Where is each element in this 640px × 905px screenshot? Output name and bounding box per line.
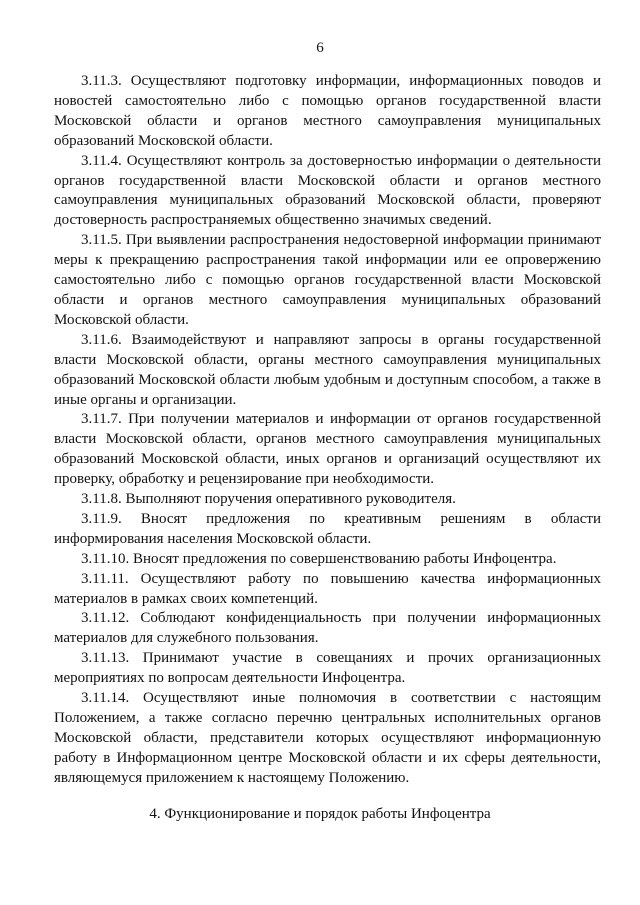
paragraph-3-11-11: 3.11.11. Осуществляют работу по повышению качества информационных материалов в рамках своих компетенций. [54, 570, 601, 607]
paragraph-3-11-9: 3.11.9. Вносят предложения по креативным решениям в области информирования населения Московской области. [54, 510, 601, 547]
section-heading: 4. Функционирование и порядок работы Инфоцентра [149, 806, 491, 822]
paragraph-3-11-3: 3.11.3. Осуществляют подготовку информации, информационных поводов и новостей самостоятельно либо с помощью органов государственной власти Московской области и органов местного самоуправления муниципальных образований Московской области. [54, 73, 601, 149]
paragraph-3-11-6: 3.11.6. Взаимодействуют и направляют запросы в органы государственной власти Московской области, органы местного самоуправления муниципальных образований Московской области любым удобным и доступным способом, а также в иные органы и организации. [54, 331, 601, 408]
paragraph-3-11-14: 3.11.14. Осуществляют иные полномочия в соответствии с настоящим Положением, а также согласно перечню центральных исполнительных органов Московской области, представители которых осуществляют информационную работу в Информационном центре Московской области и их сферы деятельности, являющемуся приложением к настоящему Положению. [54, 690, 601, 786]
paragraph-3-11-5: 3.11.5. При выявлении распространения недостоверной информации принимают меры к прекращению распространения такой информации или ее опровержению самостоятельно либо с помощью органов государственной власти Московской области и органов местного самоуправления муниципальных образований Московской области. [54, 232, 601, 328]
paragraph-3-11-12: 3.11.12. Соблюдают конфиденциальность при получении информационных материалов для служебного пользования. [54, 610, 601, 647]
document-body [54, 72, 601, 789]
paragraph-3-11-7: 3.11.7. При получении материалов и информации от органов государственной власти Московской области, органов местного самоуправления муниципальных образований Московской области, иных органов и организаций осуществляют их проверку, обработку и рецензирование при необходимости. [54, 411, 601, 488]
paragraph-3-11-13: 3.11.13. Принимают участие в совещаниях и прочих организационных мероприятиях по вопросам деятельности Инфоцентра. [54, 650, 601, 687]
paragraph-3-11-4: 3.11.4. Осуществляют контроль за достоверностью информации о деятельности органов государственной власти Московской области и органов местного самоуправления муниципальных образований Московской области, проверяют достоверность распространяемых общественно значимых сведений. [54, 152, 601, 229]
paragraph-3-11-10: 3.11.10. Вносят предложения по совершенствованию работы Инфоцентра. [81, 550, 557, 567]
paragraph-3-11-8: 3.11.8. Выполняют поручения оперативного руководителя. [81, 491, 456, 508]
page-number: 6 [316, 40, 324, 56]
